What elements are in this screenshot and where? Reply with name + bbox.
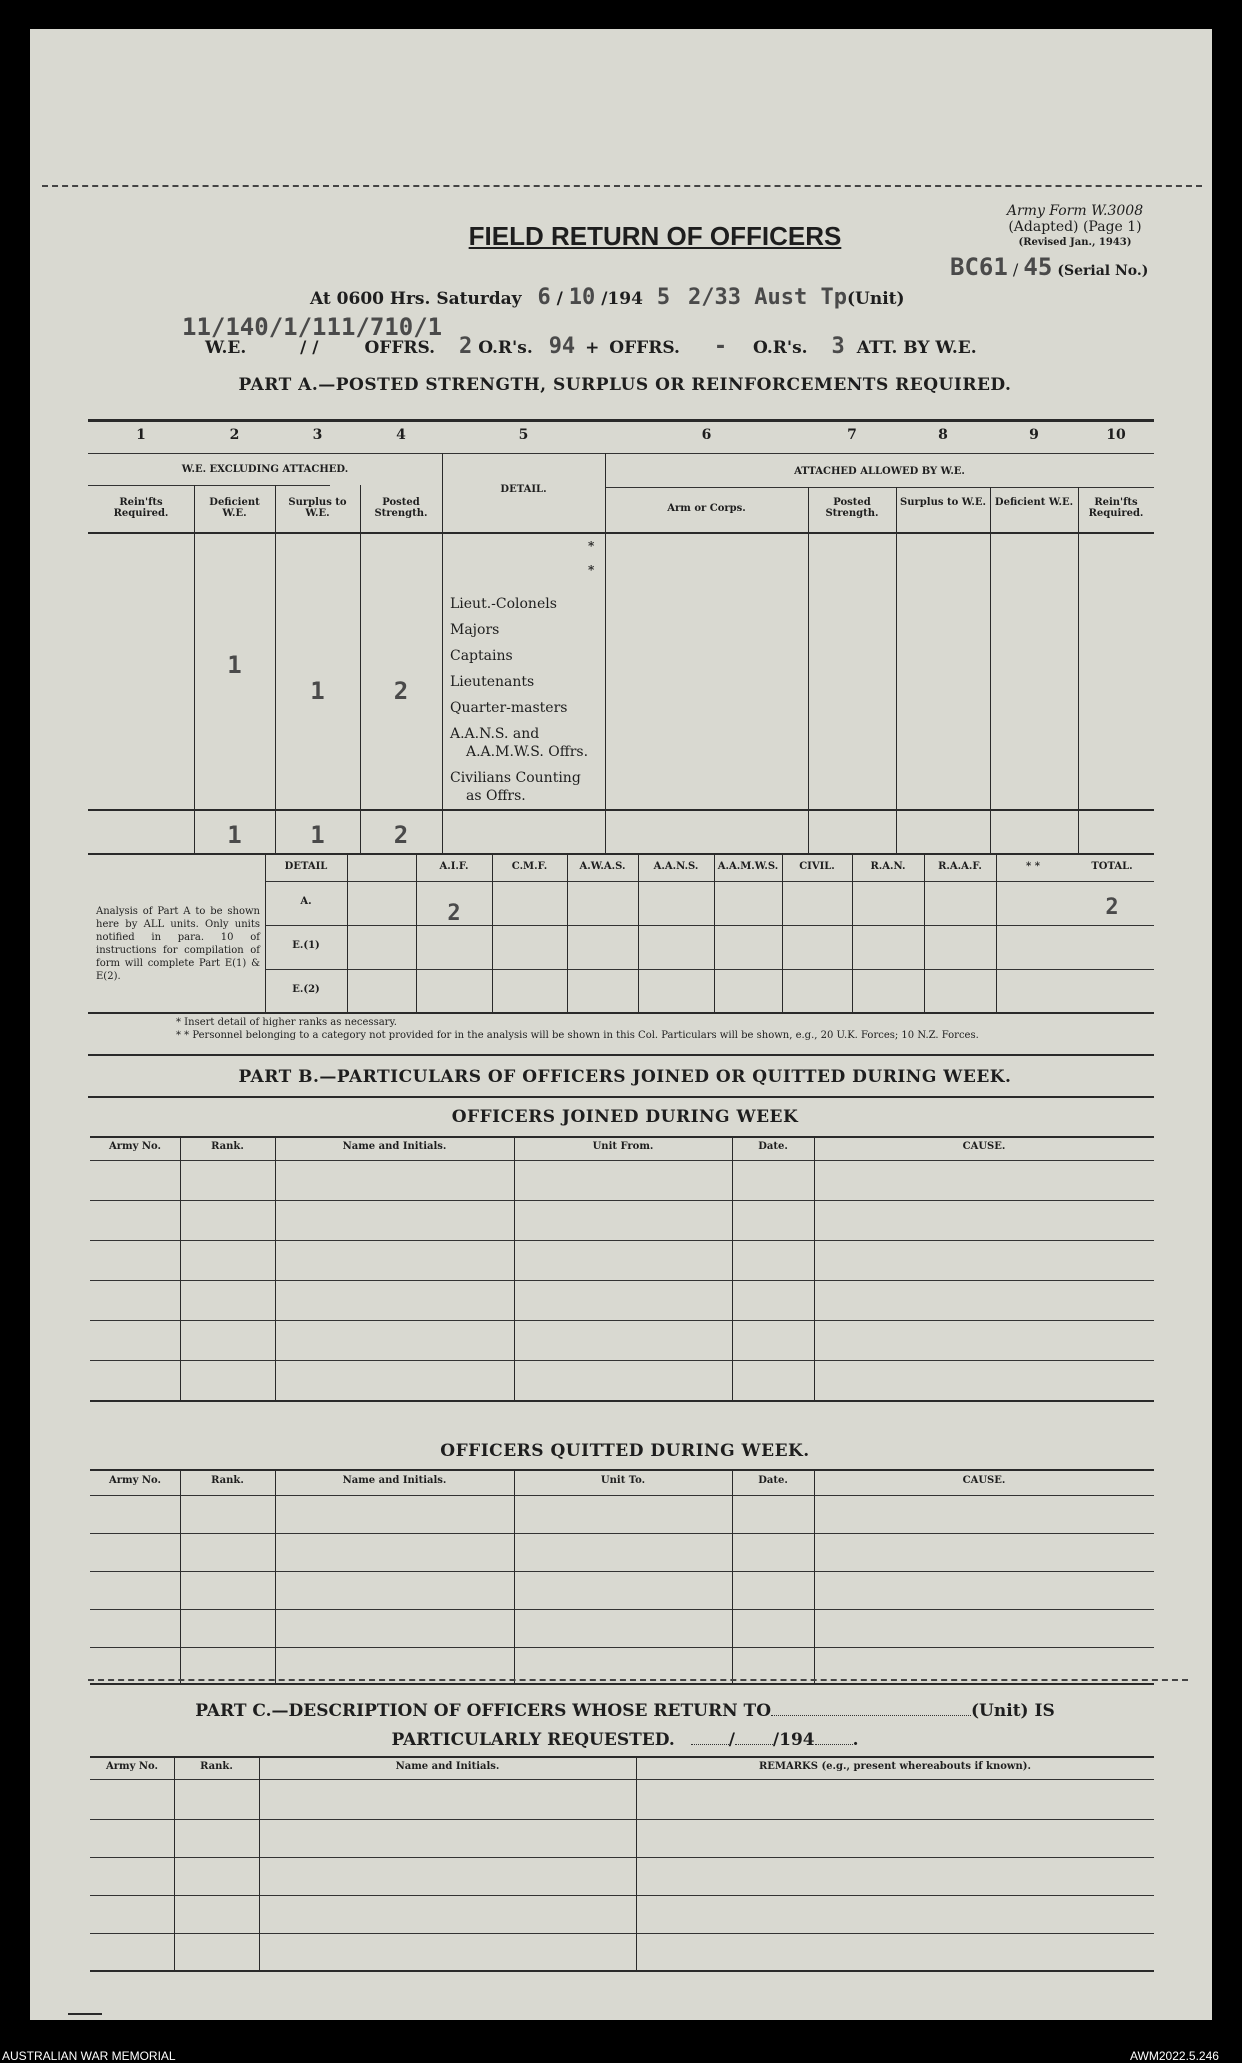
quitted-col-rank: Rank. [211,1475,244,1486]
joined-col-army-no: Army No. [108,1141,162,1152]
rank-lieutenants: Lieutenants [450,674,535,690]
group-attached: ATTACHED ALLOWED BY W.E. [794,466,965,477]
joined-col-rank: Rank. [211,1141,244,1152]
group-we-excluding: W.E. EXCLUDING ATTACHED. [181,464,349,475]
quitted-table [90,1469,1154,1689]
plus-sign: + [585,338,600,358]
joined-col-cause: CAUSE. [962,1141,1006,1152]
army-form-adapted: (Adapted) (Page 1) [1008,219,1142,235]
rank-quarter-masters: Quarter-masters [450,700,568,716]
part-c-unit-label: (Unit) IS [971,1701,1055,1721]
col-num-2: 2 [229,427,240,443]
joined-col-unit-from: Unit From. [592,1141,654,1152]
serial-label: (Serial No.) [1057,263,1149,279]
report-day: 6 [537,285,551,310]
col-num-9: 9 [1029,427,1039,443]
footer-accession: AWM2022.5.246 [1130,2049,1219,2063]
report-month: 10 [568,285,596,310]
rank-as-offrs: as Offrs. [466,788,526,804]
analysis-col-aif: A.I.F. [439,861,469,872]
joined-title: OFFICERS JOINED DURING WEEK [451,1107,799,1127]
analysis-col-awas: A.W.A.S. [579,861,626,872]
col-num-3: 3 [312,427,323,443]
serial-value: BC61 [950,253,1008,281]
ors-att-label: O.R's. [753,338,808,358]
offrs-value: 2 [459,334,473,359]
analysis-col-aans: A.A.N.S. [653,861,699,872]
part-c-date-sep: / [728,1730,735,1750]
army-form-revised: (Revised Jan., 1943) [1018,237,1132,248]
army-form-number: Army Form W.3008 [1006,203,1144,219]
offrs-att-label: OFFRS. [609,338,680,358]
offrs-label: OFFRS. [364,338,436,358]
hdr-posted-r: Posted Strength. [825,497,879,519]
col-num-10: 10 [1106,427,1126,443]
we-label: W.E. [205,338,247,358]
col-num-1: 1 [136,427,146,443]
tear-line-top [42,185,1202,187]
analysis-col-civil: CIVIL. [799,861,835,872]
unit-label: (Unit) [846,289,905,309]
quitted-col-army-no: Army No. [108,1475,162,1486]
rank-majors: Majors [450,622,500,638]
quitted-title: OFFICERS QUITTED DURING WEEK. [440,1441,810,1461]
tear-line-part-c [88,1679,1188,1681]
analysis-row-e2: E.(2) [292,984,320,995]
rank-lieut-colonels: Lieut.-Colonels [450,596,557,612]
year-prefix: /194 [601,289,643,309]
hdr-surplus-r: Surplus to W.E. [900,497,986,508]
star-2: * [588,563,595,577]
total-surplus: 1 [310,821,325,849]
analysis-col-aamws: A.A.M.W.S. [717,861,779,872]
rank-aamws: A.A.M.W.S. Offrs. [466,744,589,760]
quitted-col-unit-to: Unit To. [600,1475,646,1486]
part-c-col-name: Name and Initials. [395,1761,500,1772]
analysis-a-total: 2 [1105,895,1119,920]
we-reference: 11/140/1/111/710/1 [182,313,443,341]
hdr-posted: Posted Strength. [374,497,428,519]
date-separator: / [556,289,563,309]
part-c-col-remarks: REMARKS (e.g., present whereabouts if known). [758,1761,1032,1772]
footer-archive: AUSTRALIAN WAR MEMORIAL [2,2049,176,2063]
part-b-title: PART B.—PARTICULARS OF OFFICERS JOINED OR QUITTED DURING WEEK. [238,1067,1012,1087]
we-slashes: / / [300,338,319,358]
att-by-we-label: ATT. BY W.E. [856,338,977,358]
ors-label: O.R's. [478,338,533,358]
star-1: * [588,539,595,553]
analysis-col-cmf: C.M.F. [511,861,548,872]
total-posted: 2 [393,821,409,849]
ors-value: 94 [548,334,576,359]
entry-deficient-captains: 1 [227,651,242,679]
analysis-note: Analysis of Part A to be shown here by ALL units. Only units notified in para. 10 of instructions for compilation of form will complete Part E(1) & E(2). [96,906,260,982]
part-c-table [90,1756,1154,2001]
total-deficient: 1 [227,821,242,849]
col-num-8: 8 [938,427,948,443]
form-sheet [30,29,1212,2020]
quitted-col-date: Date. [758,1475,788,1486]
rank-captains: Captains [450,648,513,664]
rank-civilians: Civilians Counting [450,770,581,786]
hdr-deficient: Deficient W.E. [209,497,260,519]
col-num-7: 7 [847,427,857,443]
col-num-4: 4 [396,427,406,443]
analysis-col-total: TOTAL. [1091,861,1133,872]
footnote-1: * Insert detail of higher ranks as necessary. [176,1017,397,1028]
detail-header: DETAIL. [500,484,547,495]
serial-year: 45 [1023,253,1053,281]
entry-posted-lieutenants: 2 [393,677,409,705]
analysis-col-raaf: R.A.A.F. [938,861,982,872]
ors-att-value: 3 [831,334,845,359]
part-c-date-year: /194 [772,1730,815,1750]
footnote-2: * * Personnel belonging to a category not provided for in the analysis will be shown in this Col. Particulars will be shown, e.g., 20 U.K. Forces; 10 N.Z. Forces. [176,1030,979,1041]
entry-surplus-lieutenants: 1 [310,677,325,705]
quitted-col-cause: CAUSE. [962,1475,1006,1486]
part-c-subtitle: PARTICULARLY REQUESTED. [391,1730,675,1750]
hdr-reinfts-r: Rein'fts Required. [1088,497,1144,519]
hdr-arm-corps: Arm or Corps. [667,503,746,514]
page-title: FIELD RETURN OF OFFICERS [468,221,842,251]
analysis-row-a: A. [300,896,312,907]
analysis-row-e1: E.(1) [292,940,320,951]
analysis-a-aif: 2 [447,901,461,926]
at-label: At 0600 Hrs. Saturday [310,289,522,309]
hdr-surplus: Surplus to W.E. [288,497,347,519]
analysis-col-detail: DETAIL [284,861,328,872]
joined-col-name: Name and Initials. [342,1141,447,1152]
joined-table [90,1136,1154,1426]
part-c-title: PART C.—DESCRIPTION OF OFFICERS WHOSE RETURN TO [195,1701,772,1721]
part-c-date-end: . [852,1730,859,1750]
joined-col-date: Date. [758,1141,788,1152]
hdr-deficient-r: Deficient W.E. [994,497,1074,508]
hdr-reinfts: Rein'fts Required. [113,497,169,519]
quitted-col-name: Name and Initials. [342,1475,447,1486]
analysis-col-ran: R.A.N. [870,861,906,872]
serial-slash: / [1012,260,1019,279]
unit-name: 2/33 Aust Tp [688,285,847,310]
analysis-col-other: * * [1026,861,1040,872]
col-num-6: 6 [701,427,712,443]
col-num-5: 5 [518,427,529,443]
part-c-col-army-no: Army No. [105,1761,159,1772]
part-a-title: PART A.—POSTED STRENGTH, SURPLUS OR REINFORCEMENTS REQUIRED. [238,375,1012,395]
offrs-att-value: - [713,334,728,359]
report-year-digit: 5 [656,285,671,310]
rank-aans: A.A.N.S. and [450,726,540,742]
part-c-col-rank: Rank. [200,1761,233,1772]
